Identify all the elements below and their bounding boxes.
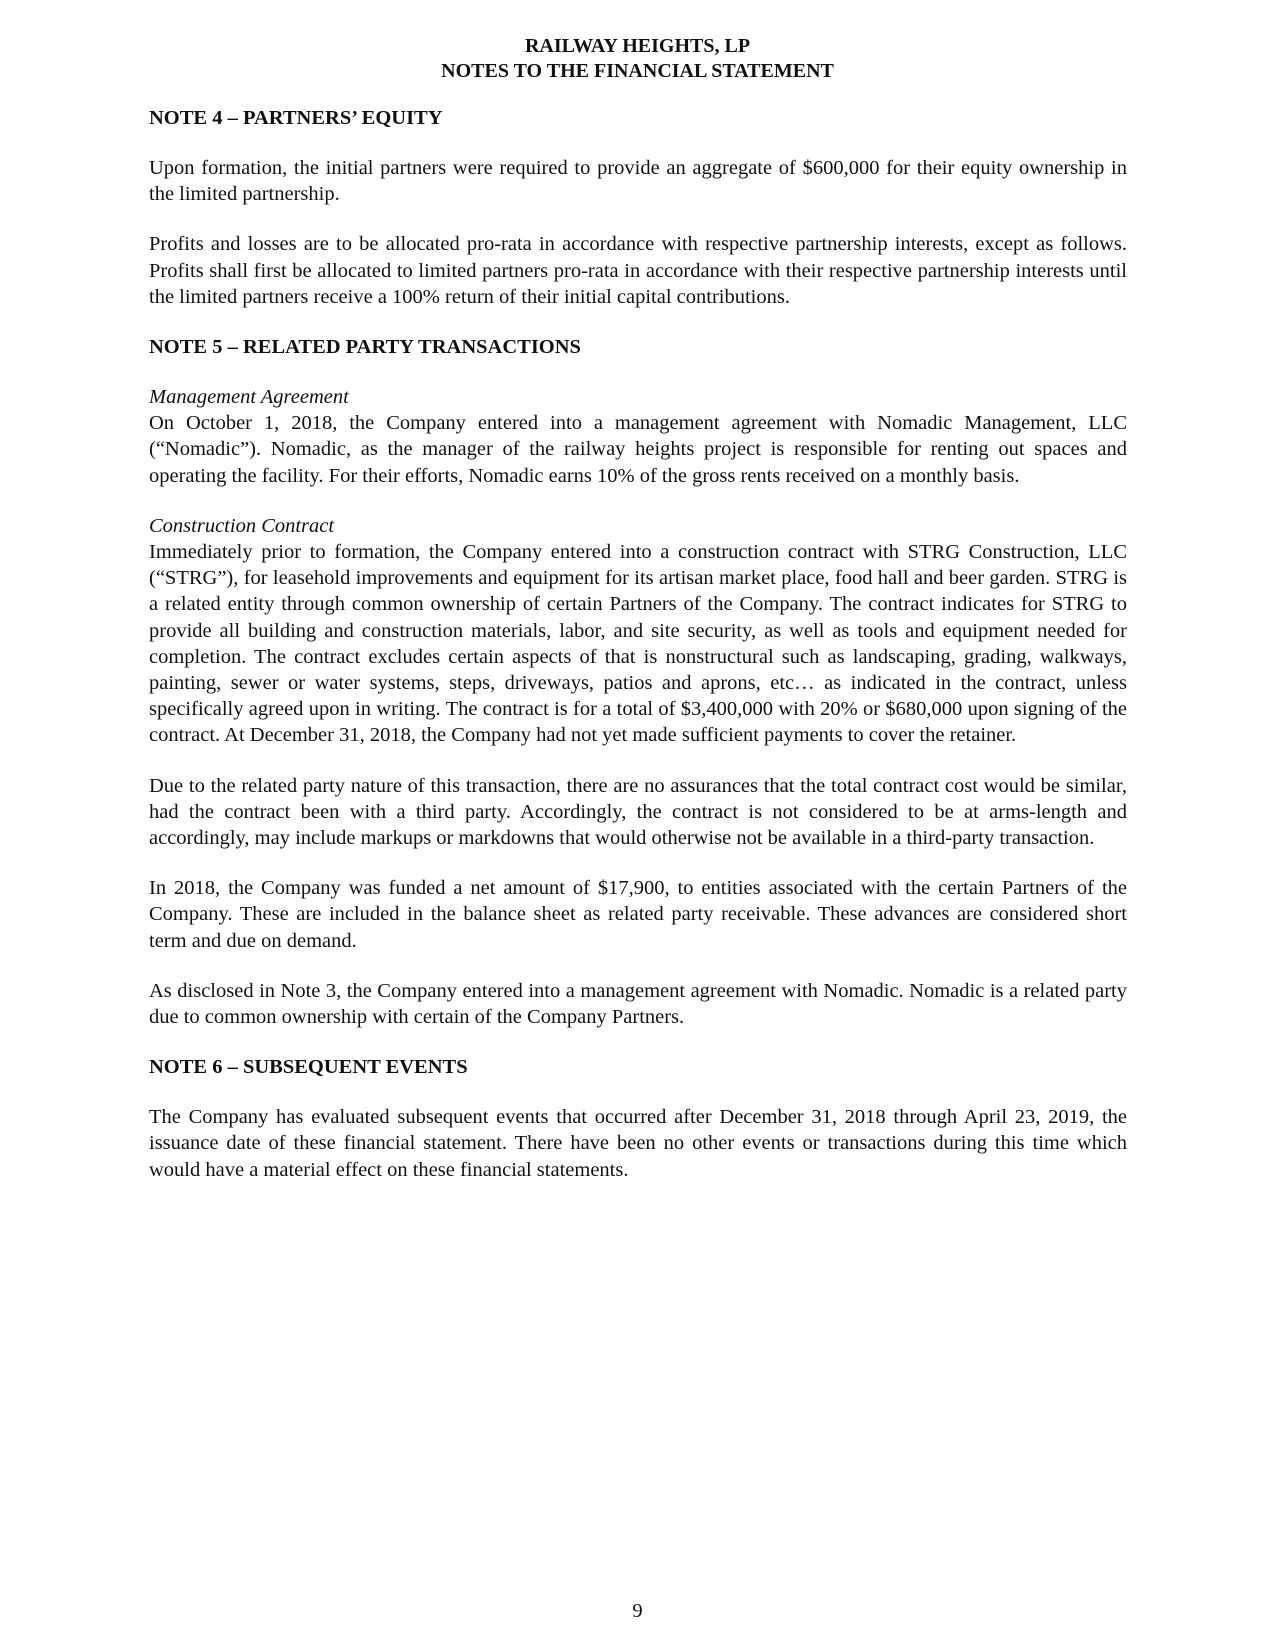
- construction-contract-subhead: Construction Contract: [149, 514, 335, 537]
- page-number: 9: [632, 1600, 643, 1622]
- construction-contract-text: Immediately prior to formation, the Company entered into a construction contract with STRG Construction, LLC (“STRG”), for leasehold improvements and equipment for its artisan market place, food hall and beer garden. STRG is a related entity through common ownership of certain Partners of the Company. The contract indicates for STRG to provide all building and construction materials, labor, and site security, as well as tools and equipment needed for completion. The contract excludes certain aspects of that is nonstructural such as landscaping, grading, walkways, painting, sewer or water systems, steps, driveways, patios and aprons, etc… as indicated in the contract, unless specifically agreed upon in writing. The contract is for a total of $3,400,000 with 20% or $680,000 upon signing of the contract. At December 31, 2018, the Company had not yet made sufficient payments to cover the retainer.: [149, 541, 1127, 747]
- disclosure-paragraph: As disclosed in Note 3, the Company entered into a management agreement with Nomadic. Nomadic is a related party due to common ownership with certain of the Company Partners.: [149, 979, 1127, 1029]
- note5-heading: NOTE 5 – RELATED PARTY TRANSACTIONS: [149, 336, 581, 359]
- funding-paragraph: In 2018, the Company was funded a net amount of $17,900, to entities associated with the certain Partners of the Company. These are included in the balance sheet as related party receivable. These advances are considered short term and due on demand.: [149, 877, 1127, 952]
- related-party-paragraph: Due to the related party nature of this transaction, there are no assurances that the total contract cost would be similar, had the contract been with a third party. Accordingly, the contract is not considered to be at arms-length and accordingly, may include markups or markdowns that would otherwise not be available in a third-party transaction.: [149, 774, 1127, 850]
- management-agreement-text: On October 1, 2018, the Company entered into a management agreement with Nomadic Management, LLC (“Nomadic”). Nomadic, as the manager of the railway heights project is responsible for renting out spaces and operating the facility. For their efforts, Nomadic earns 10% of the gross rents received on a monthly basis.: [149, 412, 1127, 487]
- note4-paragraph-2: Profits and losses are to be allocated pro-rata in accordance with respective partnership interests, except as follows. Profits shall first be allocated to limited partners pro-rata in accordance with their respective partnership interests until the limited partners receive a 100% return of their initial capital contributions.: [149, 233, 1127, 308]
- document-body: [149, 105, 1127, 1183]
- note6-heading: NOTE 6 – SUBSEQUENT EVENTS: [149, 1056, 468, 1079]
- document-header: [0, 34, 1275, 84]
- management-agreement-subhead: Management Agreement: [149, 386, 349, 409]
- note4-paragraph-1: Upon formation, the initial partners were required to provide an aggregate of $600,000 for their equity ownership in the limited partnership.: [149, 157, 1127, 206]
- company-name: RAILWAY HEIGHTS, LP: [524, 35, 751, 57]
- note4-heading: NOTE 4 – PARTNERS’ EQUITY: [149, 107, 443, 129]
- document-subtitle: NOTES TO THE FINANCIAL STATEMENT: [441, 60, 834, 82]
- note6-paragraph: The Company has evaluated subsequent events that occurred after December 31, 2018 through April 23, 2019, the issuance date of these financial statement. There have been no other events or transactions during this time which would have a material effect on these financial statements.: [149, 1106, 1127, 1181]
